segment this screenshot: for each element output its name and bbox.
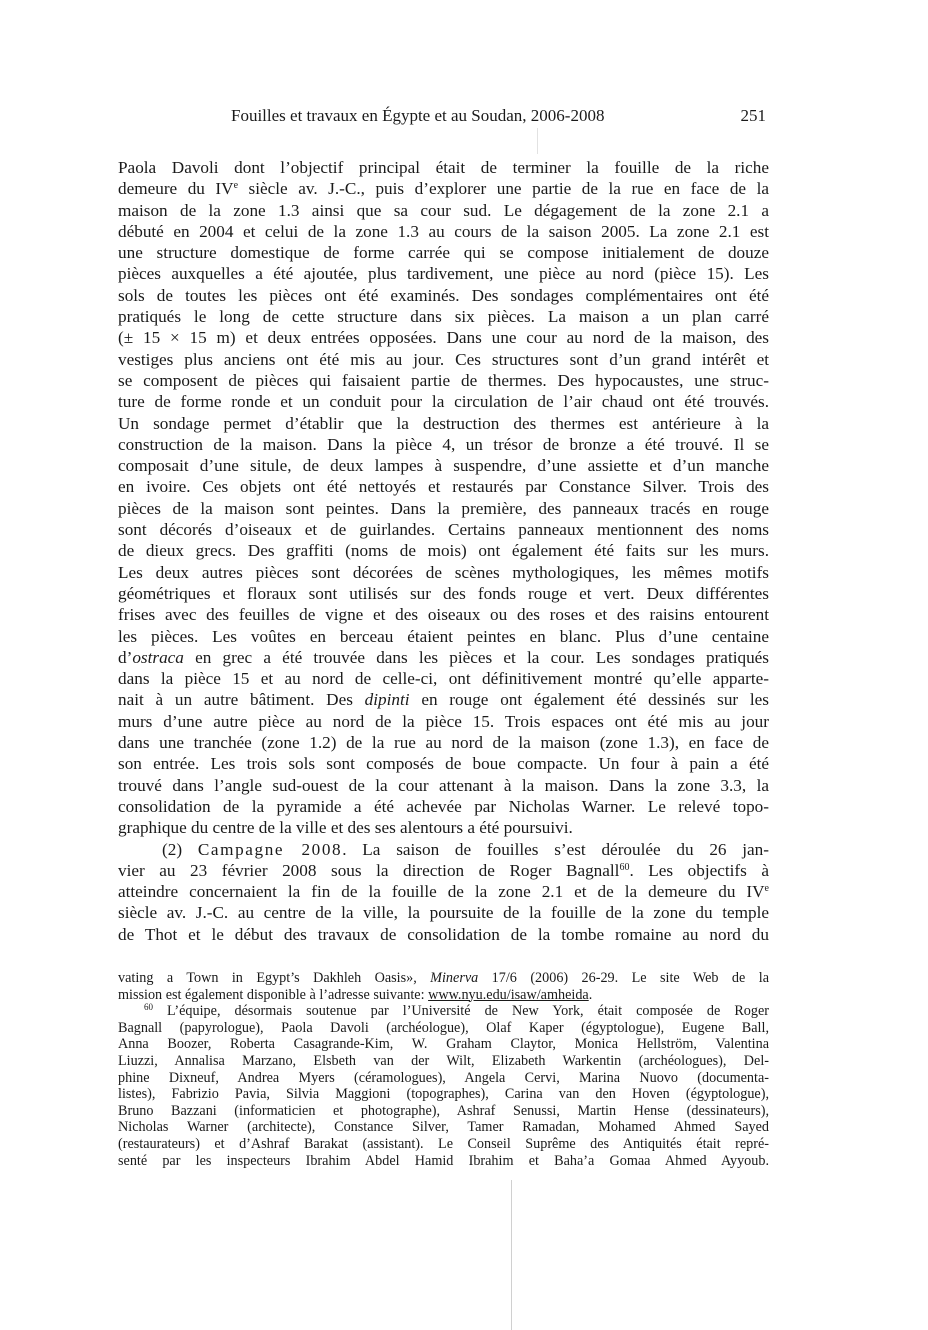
text-line: son entrée. Les trois sols sont composés de boue compacte. Un four à pain a été (118, 754, 769, 774)
footnote-line: listes), Fabrizio Pavia, Silvia Maggioni (topographes), Carina van den Hoven (égyptologue), (118, 1086, 769, 1103)
page-number: 251 (740, 106, 766, 125)
text-line: ture de forme ronde et un conduit pour la circulation de l’air chaud ont été trouvés. (118, 392, 769, 412)
footnotes (118, 970, 769, 1169)
scan-artifact (511, 1180, 512, 1330)
text-line: frises avec des feuilles de vigne et des oiseaux ou des roses et des raisins entourent (118, 605, 769, 625)
text-line: vestiges plus anciens ont été mis au jour. Ces structures sont d’un grand intérêt et (118, 349, 769, 369)
text-line: sols de toutes les pièces ont été examinés. Des sondages complémentaires ont été (118, 285, 769, 305)
text-line: Un sondage permet d’établir que la destruction des thermes est antérieure à la (118, 413, 769, 433)
text-line: pièces de la maison sont peintes. Dans la première, des panneaux tracés en rouge (118, 498, 769, 518)
text-line: siècle av. J.-C. au centre de la ville, la poursuite de la fouille de la zone du temple (118, 903, 769, 923)
text-line: une structure domestique de forme carrée qui se compose initialement de douze (118, 243, 769, 263)
text-line: (2) Campagne 2008. La saison de fouilles s’est déroulée du 26 jan- (162, 839, 770, 859)
text-line: pièces auxquelles a été ajoutée, plus tardivement, une pièce au nord (pièce 15). Les (118, 264, 769, 284)
footnote-line: vating a Town in Egypt’s Dakhleh Oasis», Minerva 17/6 (2006) 26-29. Le site Web de la (118, 970, 769, 986)
text-line: en ivoire. Ces objets ont été nettoyés et restaurés par Constance Silver. Trois des (118, 477, 769, 497)
text-line: demeure du IVe siècle av. J.-C., puis d’explorer une partie de la rue en face de la (118, 179, 769, 199)
text-line: pratiqués le long de cette structure dans six pièces. La maison a un plan carré (118, 307, 769, 327)
footnote-line: (restaurateurs) et d’Ashraf Barakat (assistant). Le Conseil Suprême des Antiquités était repré- (118, 1135, 769, 1152)
footnote-line: phine Dixneuf, Andrea Myers (céramologues), Angela Cervi, Marina Nuovo (documenta- (118, 1069, 769, 1086)
text-line: (± 15 × 15 m) et deux entrées opposées. Dans une cour au nord de la maison, des (118, 328, 769, 348)
text-line: dans la pièce 15 et au nord de celle-ci, ont définitivement montré qu’elle apparte- (118, 669, 769, 689)
text-line: maison de la zone 1.3 ainsi que sa cour sud. Le dégagement de la zone 2.1 a (118, 200, 769, 220)
text-line: débuté en 2004 et celui de la zone 1.3 au cours de la saison 2005. La zone 2.1 est (118, 221, 769, 241)
footnote-line: Bagnall (papyrologue), Paola Davoli (archéologue), Olaf Kaper (égyptologue), Eugene Ball, (118, 1019, 769, 1036)
footnote-line: Nicholas Warner (architecte), Constance Silver, Tamer Ramadan, Mohamed Ahmed Sayed (118, 1119, 769, 1136)
text-line: de dieux grecs. Des graffiti (noms de mois) ont également été faits sur les murs. (118, 541, 769, 561)
footnote-line: $^{60}$ L’équipe, désormais soutenue par l’Université de New York, était composée de Roger (144, 1002, 769, 1020)
text-line: géométriques et floraux sont utilisés sur des fonds rouge et vert. Deux différentes (118, 583, 769, 603)
text-line: atteindre concernaient la fin de la fouille de la zone 2.1 et de la demeure du IVe (118, 882, 769, 902)
footnote-line: mission est également disponible à l’adresse suivante: www.nyu.edu/isaw/amheida. (118, 986, 593, 1003)
section-heading: Campagne 2008 (197, 839, 343, 859)
text-line: d’ostraca en grec a été trouvée dans les pièces et la cour. Les sondages pratiqués (118, 647, 769, 667)
text-line: composait d’une situle, de deux lampes à suspendre, d’une assiette et d’un manche (118, 456, 769, 476)
text-line: Les deux autres pièces sont décorées de scènes mythologiques, les mêmes motifs (118, 562, 769, 582)
footnote-line: Anna Boozer, Roberta Casagrande-Kim, W. Graham Claytor, Monica Hellström, Valentina (118, 1036, 769, 1053)
footnote-line: Liuzzi, Annalisa Marzano, Elsbeth van der Wilt, Elizabeth Warkentin (archéologues), Del- (118, 1052, 769, 1069)
text-line: de Thot et le début des travaux de consolidation de la tombe romaine au nord du (118, 924, 769, 944)
text-line: trouvé dans l’angle sud-ouest de la cour attenant à la maison. Dans la zone 3.3, la (118, 775, 769, 795)
text-line: dans une tranchée (zone 1.2) de la rue au nord de la maison (zone 1.3), en face de (118, 733, 769, 753)
mission-url: www.nyu.edu/isaw/amheida (428, 986, 589, 1003)
footnote-number: 60 (144, 1002, 153, 1013)
running-header (118, 104, 766, 128)
text-line: nait à un autre bâtiment. Des dipinti en rouge ont également été dessinés sur les (118, 690, 770, 710)
text-line: les pièces. Les voûtes en berceau étaient peintes en blanc. Plus d’une centaine (118, 626, 769, 646)
text-line: construction de la maison. Dans la pièce 4, un trésor de bronze a été trouvé. Il se (118, 434, 769, 454)
scan-artifact-top (537, 128, 538, 154)
footnote-line: senté par les inspecteurs Ibrahim Abdel Hamid Ibrahim et Baha’a Gomaa Ahmed Ayyoub. (118, 1152, 769, 1169)
text-line: vier au 23 février 2008 sous la direction de Roger Bagnall$^{60}$. Les objectifs à (118, 860, 769, 880)
text-line: Paola Davoli dont l’objectif principal était de terminer la fouille de la riche (118, 158, 769, 177)
footnote-line: Bruno Bazzani (informaticien et photographe), Ashraf Senussi, Martin Hense (dessinateurs), (118, 1102, 769, 1119)
footnote-ref: 60 (619, 861, 630, 873)
body-text (118, 157, 769, 945)
text-line: se composent de pièces qui faisaient partie de thermes. Des hypocaustes, une struc- (118, 370, 769, 390)
text-line: murs d’une autre pièce au nord de la pièce 15. Trois espaces ont été mis au jour (118, 711, 769, 731)
text-line: consolidation de la pyramide a été achevée par Nicholas Warner. Le relevé topo- (118, 796, 769, 816)
text-line: graphique du centre de la ville et des ses alentours a été poursuivi. (118, 818, 573, 838)
text-line: sont décorés d’oiseaux et de guirlandes. Certains panneaux mentionnent des noms (118, 520, 769, 540)
running-title: Fouilles et travaux en Égypte et au Soudan, 2006-2008 (231, 106, 605, 125)
